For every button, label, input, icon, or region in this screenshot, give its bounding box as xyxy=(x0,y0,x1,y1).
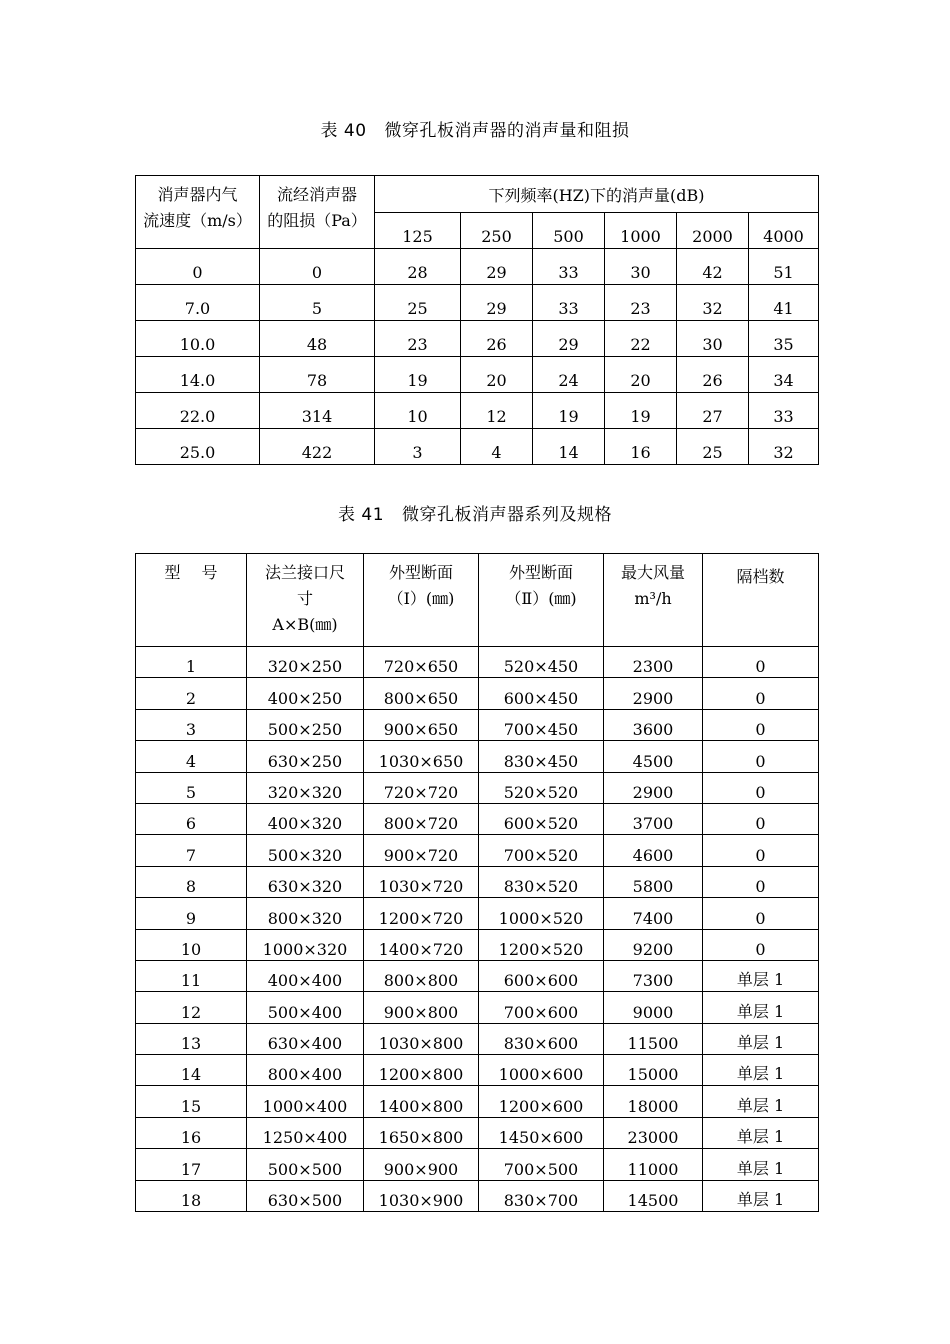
table-row xyxy=(136,741,819,772)
table-cell: 78 xyxy=(260,357,375,393)
table-cell: 19 xyxy=(605,393,677,429)
table-cell: 600×520 xyxy=(479,803,604,834)
table-cell: 600×450 xyxy=(479,678,604,709)
table-cell: 20 xyxy=(605,357,677,393)
table-cell: 1030×650 xyxy=(364,741,479,772)
table40-caption xyxy=(0,116,950,141)
table-cell: 16 xyxy=(136,1117,247,1148)
table40 xyxy=(135,175,819,465)
table-cell: 0 xyxy=(703,772,819,803)
table-cell: 30 xyxy=(677,321,749,357)
table-cell: 500×400 xyxy=(247,992,364,1023)
header-velocity: 消声器内气 流速度（m/s） xyxy=(136,176,260,249)
header-freq-125: 125 xyxy=(375,213,461,249)
table-cell: 12 xyxy=(461,393,533,429)
table-cell: 33 xyxy=(533,249,605,285)
table-cell: 7 xyxy=(136,835,247,866)
table-cell: 8 xyxy=(136,866,247,897)
table-cell: 9 xyxy=(136,898,247,929)
table-cell: 1400×720 xyxy=(364,929,479,960)
table-cell: 1000×520 xyxy=(479,898,604,929)
table-cell: 14500 xyxy=(604,1180,703,1211)
header-section-1: 外型断面 （Ⅰ）(㎜) xyxy=(364,554,479,647)
table-row xyxy=(136,929,819,960)
table-cell: 0 xyxy=(703,678,819,709)
table-cell: 5 xyxy=(260,285,375,321)
table-row xyxy=(136,803,819,834)
table-cell: 23 xyxy=(605,285,677,321)
table-cell: 34 xyxy=(749,357,819,393)
table-cell: 9200 xyxy=(604,929,703,960)
table-cell: 1200×800 xyxy=(364,1055,479,1086)
table-cell: 7.0 xyxy=(136,285,260,321)
table-cell: 1030×800 xyxy=(364,1023,479,1054)
table-cell: 20 xyxy=(461,357,533,393)
table-cell: 11000 xyxy=(604,1149,703,1180)
table-cell: 400×250 xyxy=(247,678,364,709)
table-cell: 520×520 xyxy=(479,772,604,803)
table-row xyxy=(136,357,819,393)
table-cell: 35 xyxy=(749,321,819,357)
table-row xyxy=(136,1023,819,1054)
table-cell: 22.0 xyxy=(136,393,260,429)
table-cell: 5800 xyxy=(604,866,703,897)
table-cell: 830×520 xyxy=(479,866,604,897)
table-cell: 单层 1 xyxy=(703,1117,819,1148)
table-cell: 1250×400 xyxy=(247,1117,364,1148)
table-cell: 4500 xyxy=(604,741,703,772)
table-cell: 14 xyxy=(533,429,605,465)
table-row xyxy=(136,429,819,465)
table40-title: 微穿孔板消声器的消声量和阻损 xyxy=(384,121,630,141)
table-cell: 422 xyxy=(260,429,375,465)
table-cell: 2900 xyxy=(604,678,703,709)
header-freq-250: 250 xyxy=(461,213,533,249)
table-cell: 0 xyxy=(703,866,819,897)
table-cell: 6 xyxy=(136,803,247,834)
table-row xyxy=(136,835,819,866)
table-cell: 18 xyxy=(136,1180,247,1211)
table-cell: 4600 xyxy=(604,835,703,866)
header-model: 型 号 xyxy=(136,554,247,647)
table-cell: 26 xyxy=(461,321,533,357)
table-cell: 32 xyxy=(749,429,819,465)
table-cell: 630×250 xyxy=(247,741,364,772)
table-cell: 28 xyxy=(375,249,461,285)
table-cell: 33 xyxy=(749,393,819,429)
table-cell: 5 xyxy=(136,772,247,803)
table-row xyxy=(136,960,819,991)
table-cell: 900×800 xyxy=(364,992,479,1023)
table-cell: 800×400 xyxy=(247,1055,364,1086)
table-row xyxy=(136,678,819,709)
table-row xyxy=(136,866,819,897)
table41-title: 微穿孔板消声器系列及规格 xyxy=(402,505,613,525)
table-row xyxy=(136,992,819,1023)
table-cell: 16 xyxy=(605,429,677,465)
table-row xyxy=(136,709,819,740)
table-row xyxy=(136,772,819,803)
table-cell: 15000 xyxy=(604,1055,703,1086)
table-cell: 520×450 xyxy=(479,647,604,678)
table-row xyxy=(136,1180,819,1211)
table41-number: 表 41 xyxy=(337,505,385,525)
table-cell: 10 xyxy=(375,393,461,429)
table-cell: 22 xyxy=(605,321,677,357)
table-cell: 4 xyxy=(136,741,247,772)
table-row xyxy=(136,1055,819,1086)
table-cell: 1200×720 xyxy=(364,898,479,929)
table-row xyxy=(136,1117,819,1148)
table-cell: 41 xyxy=(749,285,819,321)
table-cell: 18000 xyxy=(604,1086,703,1117)
table-cell: 11500 xyxy=(604,1023,703,1054)
table-cell: 24 xyxy=(533,357,605,393)
table-cell: 720×720 xyxy=(364,772,479,803)
table-cell: 500×500 xyxy=(247,1149,364,1180)
header-freq-1000: 1000 xyxy=(605,213,677,249)
table-cell: 27 xyxy=(677,393,749,429)
table-cell: 51 xyxy=(749,249,819,285)
table41-caption xyxy=(0,500,950,525)
table-cell: 4 xyxy=(461,429,533,465)
table-cell: 9000 xyxy=(604,992,703,1023)
table-cell: 900×900 xyxy=(364,1149,479,1180)
table-cell: 0 xyxy=(703,803,819,834)
table-cell: 900×720 xyxy=(364,835,479,866)
table-cell: 25.0 xyxy=(136,429,260,465)
table41 xyxy=(135,553,819,1212)
table-cell: 500×320 xyxy=(247,835,364,866)
table-cell: 42 xyxy=(677,249,749,285)
table-cell: 700×520 xyxy=(479,835,604,866)
table-cell: 17 xyxy=(136,1149,247,1180)
table-cell: 2300 xyxy=(604,647,703,678)
table-cell: 单层 1 xyxy=(703,1149,819,1180)
table-cell: 单层 1 xyxy=(703,1023,819,1054)
table-cell: 830×450 xyxy=(479,741,604,772)
header-attenuation: 下列频率(HZ)下的消声量(dB) xyxy=(375,176,819,213)
table-cell: 0 xyxy=(703,835,819,866)
table-cell: 400×400 xyxy=(247,960,364,991)
table-cell: 14 xyxy=(136,1055,247,1086)
table-cell: 23 xyxy=(375,321,461,357)
table-cell: 0 xyxy=(703,709,819,740)
header-freq-4000: 4000 xyxy=(749,213,819,249)
table-cell: 0 xyxy=(136,249,260,285)
header-resistance: 流经消声器 的阻损（Pa） xyxy=(260,176,375,249)
table-cell: 630×400 xyxy=(247,1023,364,1054)
table-row xyxy=(136,898,819,929)
table-cell: 单层 1 xyxy=(703,960,819,991)
table-cell: 25 xyxy=(375,285,461,321)
table-cell: 32 xyxy=(677,285,749,321)
table-row xyxy=(136,393,819,429)
table-cell: 1400×800 xyxy=(364,1086,479,1117)
table-cell: 7400 xyxy=(604,898,703,929)
table-cell: 320×250 xyxy=(247,647,364,678)
table-cell: 600×600 xyxy=(479,960,604,991)
table-cell: 33 xyxy=(533,285,605,321)
table-cell: 800×650 xyxy=(364,678,479,709)
table-cell: 1030×720 xyxy=(364,866,479,897)
table-cell: 320×320 xyxy=(247,772,364,803)
header-section-2: 外型断面 （Ⅱ）(㎜) xyxy=(479,554,604,647)
table-cell: 14.0 xyxy=(136,357,260,393)
table-cell: 1000×600 xyxy=(479,1055,604,1086)
table40-body xyxy=(136,249,819,465)
table-cell: 26 xyxy=(677,357,749,393)
table-cell: 830×600 xyxy=(479,1023,604,1054)
table-row xyxy=(136,285,819,321)
table-cell: 630×320 xyxy=(247,866,364,897)
table-cell: 29 xyxy=(461,285,533,321)
header-flange: 法兰接口尺 寸 A×B(㎜) xyxy=(247,554,364,647)
table-cell: 1000×320 xyxy=(247,929,364,960)
table-cell: 1650×800 xyxy=(364,1117,479,1148)
table-cell: 3 xyxy=(136,709,247,740)
table-cell: 10.0 xyxy=(136,321,260,357)
table-cell: 单层 1 xyxy=(703,992,819,1023)
table-row xyxy=(136,647,819,678)
table-cell: 2 xyxy=(136,678,247,709)
header-freq-500: 500 xyxy=(533,213,605,249)
table-cell: 830×700 xyxy=(479,1180,604,1211)
table41-body xyxy=(136,647,819,1212)
table-cell: 1200×600 xyxy=(479,1086,604,1117)
table-cell: 0 xyxy=(703,741,819,772)
table-cell: 1450×600 xyxy=(479,1117,604,1148)
table-cell: 单层 1 xyxy=(703,1086,819,1117)
table40-number: 表 40 xyxy=(320,121,367,141)
table-cell: 0 xyxy=(703,929,819,960)
table-cell: 630×500 xyxy=(247,1180,364,1211)
table-cell: 700×500 xyxy=(479,1149,604,1180)
table-cell: 900×650 xyxy=(364,709,479,740)
table-cell: 3600 xyxy=(604,709,703,740)
table-cell: 1030×900 xyxy=(364,1180,479,1211)
table-cell: 29 xyxy=(461,249,533,285)
table-cell: 1 xyxy=(136,647,247,678)
table-cell: 2900 xyxy=(604,772,703,803)
table-cell: 500×250 xyxy=(247,709,364,740)
table-cell: 10 xyxy=(136,929,247,960)
table-cell: 12 xyxy=(136,992,247,1023)
table-cell: 7300 xyxy=(604,960,703,991)
table-cell: 11 xyxy=(136,960,247,991)
table-row xyxy=(136,1086,819,1117)
table-cell: 800×800 xyxy=(364,960,479,991)
table-cell: 800×720 xyxy=(364,803,479,834)
table-cell: 单层 1 xyxy=(703,1055,819,1086)
header-baffles: 隔档数 xyxy=(703,554,819,647)
table-cell: 19 xyxy=(375,357,461,393)
header-max-airflow: 最大风量 m³/h xyxy=(604,554,703,647)
table-cell: 25 xyxy=(677,429,749,465)
table-cell: 29 xyxy=(533,321,605,357)
table-cell: 0 xyxy=(260,249,375,285)
table-cell: 13 xyxy=(136,1023,247,1054)
table-cell: 30 xyxy=(605,249,677,285)
table-cell: 1200×520 xyxy=(479,929,604,960)
table-row xyxy=(136,249,819,285)
table-cell: 700×600 xyxy=(479,992,604,1023)
table-cell: 单层 1 xyxy=(703,1180,819,1211)
table-cell: 1000×400 xyxy=(247,1086,364,1117)
table-cell: 800×320 xyxy=(247,898,364,929)
table-cell: 3 xyxy=(375,429,461,465)
table-row xyxy=(136,1149,819,1180)
table-cell: 23000 xyxy=(604,1117,703,1148)
header-freq-2000: 2000 xyxy=(677,213,749,249)
table-cell: 48 xyxy=(260,321,375,357)
table-cell: 314 xyxy=(260,393,375,429)
table-cell: 19 xyxy=(533,393,605,429)
table-cell: 0 xyxy=(703,647,819,678)
table-cell: 15 xyxy=(136,1086,247,1117)
table-cell: 3700 xyxy=(604,803,703,834)
table-cell: 0 xyxy=(703,898,819,929)
table-row xyxy=(136,321,819,357)
table-cell: 400×320 xyxy=(247,803,364,834)
table-cell: 700×450 xyxy=(479,709,604,740)
table-cell: 720×650 xyxy=(364,647,479,678)
